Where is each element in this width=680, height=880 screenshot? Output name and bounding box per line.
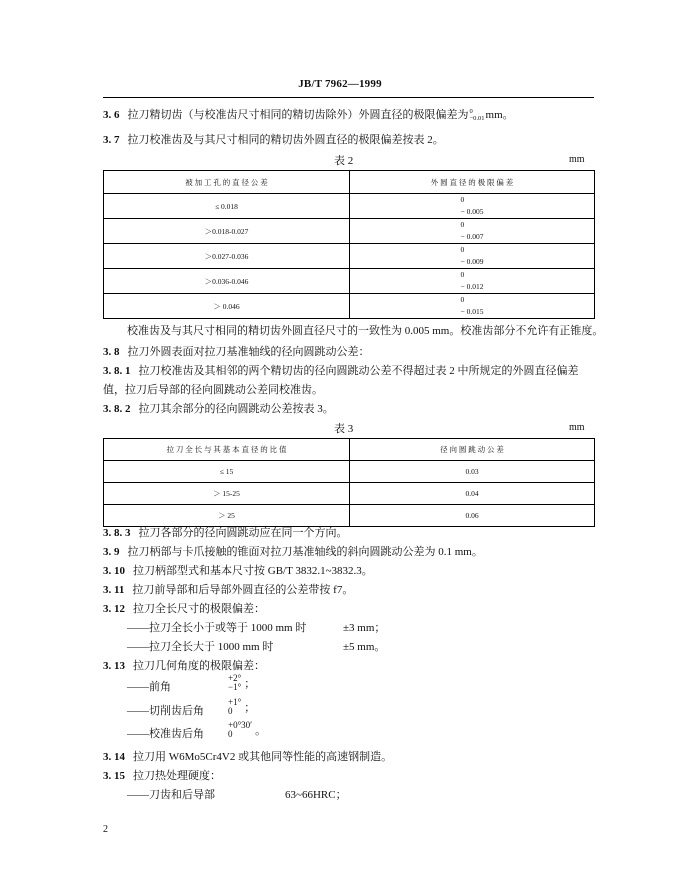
clause-number: 3. 7 xyxy=(103,134,120,146)
clause-number: 3. 8 xyxy=(103,346,120,358)
list-item: ——拉刀全长小于或等于 1000 mm 时 xyxy=(127,622,307,634)
upper-deviation: 0 xyxy=(460,220,465,229)
table-cell: ≤ 0.018 xyxy=(104,194,350,219)
clause-unit: mm。 xyxy=(485,109,514,121)
table2-unit: mm xyxy=(569,154,585,165)
upper-deviation: +1° xyxy=(228,697,242,708)
clause-3-8 xyxy=(103,345,370,359)
clause-3-11 xyxy=(103,583,353,597)
table-cell xyxy=(350,269,595,294)
lower-deviation: − 0.012 xyxy=(460,282,484,291)
clause-3-8-1-cont: 值，拉刀后导部的径向圆跳动公差同校准齿。 xyxy=(103,384,323,396)
clause-text: 拉刀几何角度的极限偏差： xyxy=(133,660,265,672)
table3-header-ratio: 拉 刀 全 长 与 其 基 本 直 径 的 比 值 xyxy=(104,439,350,461)
limit-deviation xyxy=(470,108,485,122)
lower-deviation: − 0.005 xyxy=(460,207,484,216)
clause-3-8-3 xyxy=(103,526,348,540)
table-row xyxy=(104,505,595,527)
clause-3-10 xyxy=(103,564,373,578)
table-cell: ＞0.018-0.027 xyxy=(104,219,350,244)
lower-deviation: −1° xyxy=(228,682,242,693)
lower-deviation: − 0.007 xyxy=(460,232,484,241)
table-row xyxy=(104,244,595,269)
table3-header-runout: 径 向 圆 跳 动 公 差 xyxy=(350,439,595,461)
list-item-value: ±3 mm； xyxy=(343,622,386,634)
tail-punct: ； xyxy=(244,702,256,714)
clause-3-9 xyxy=(103,545,483,559)
angle-tolerance xyxy=(228,674,255,692)
list-item-value: ±5 mm。 xyxy=(343,641,386,653)
list-item: ——切削齿后角 xyxy=(127,705,204,717)
list-item-value: 63~66HRC； xyxy=(285,789,347,801)
clause-number: 3. 8. 2 xyxy=(103,403,131,415)
lower-deviation: − 0.015 xyxy=(460,307,484,316)
table2-header-deviation: 外 圆 直 径 的 极 限 偏 差 xyxy=(350,171,595,194)
clause-number: 3. 9 xyxy=(103,546,120,558)
table-row xyxy=(104,483,595,505)
clause-3-12 xyxy=(103,602,265,616)
header-rule xyxy=(103,97,594,98)
clause-number: 3. 8. 3 xyxy=(103,527,131,539)
table-row xyxy=(104,294,595,319)
upper-deviation: 0 xyxy=(460,245,465,254)
table-row xyxy=(104,219,595,244)
clause-text: 拉刀外圆表面对拉刀基准轴线的径向圆跳动公差： xyxy=(127,346,370,358)
table-cell: ＞ 0.046 xyxy=(104,294,350,319)
table-cell: ≤ 15 xyxy=(104,461,350,483)
clause-3-7 xyxy=(103,133,444,147)
clause-3-8-2 xyxy=(103,402,334,416)
list-item: ——校准齿后角 xyxy=(127,728,204,740)
table-cell: ＞ 15-25 xyxy=(104,483,350,505)
upper-deviation: 0 xyxy=(460,295,465,304)
clause-3-6 xyxy=(103,108,514,122)
table-3 xyxy=(103,438,595,527)
clause-text: 拉刀前导部和后导部外圆直径的公差带按 f7。 xyxy=(132,584,354,596)
clause-text: 拉刀柄部型式和基本尺寸按 GB/T 3832.1~3832.3。 xyxy=(133,565,373,577)
clause-text: 拉刀校准齿及与其尺寸相同的精切齿外圆直径的极限偏差按表 2。 xyxy=(127,134,444,146)
clause-3-13 xyxy=(103,659,265,673)
table2-caption: 表 2 xyxy=(334,155,354,167)
clause-3-8-1 xyxy=(103,364,579,378)
upper-deviation: 0 xyxy=(469,108,473,116)
document-header: JB/T 7962—1999 xyxy=(298,78,382,90)
upper-deviation: +0°30′ xyxy=(228,720,253,731)
angle-tolerance xyxy=(228,698,255,716)
page-number: 2 xyxy=(103,824,108,835)
tail-punct: ； xyxy=(244,678,256,690)
table-cell xyxy=(350,244,595,269)
clause-number: 3. 6 xyxy=(103,109,120,121)
table-cell: ＞0.027-0.036 xyxy=(104,244,350,269)
lower-deviation: 0 xyxy=(228,706,233,717)
clause-text: 拉刀精切齿（与校准齿尺寸相同的精切齿除外）外圆直径的极限偏差为 xyxy=(127,109,469,121)
clause-number: 3. 13 xyxy=(103,660,125,672)
table-cell: ＞0.036-0.046 xyxy=(104,269,350,294)
clause-text: 拉刀热处理硬度： xyxy=(133,770,221,782)
lower-deviation: − 0.009 xyxy=(460,257,484,266)
clause-number: 3. 15 xyxy=(103,770,125,782)
clause-text: 拉刀柄部与卡爪接触的锥面对拉刀基准轴线的斜向圆跳动公差为 0.1 mm。 xyxy=(127,546,483,558)
table-cell: 0.06 xyxy=(350,505,595,527)
clause-3-15 xyxy=(103,769,221,783)
list-item: ——刀齿和后导部 xyxy=(127,789,215,801)
table-cell: ＞ 25 xyxy=(104,505,350,527)
table-row xyxy=(104,269,595,294)
clause-number: 3. 14 xyxy=(103,751,125,763)
clause-text: 拉刀用 W6Mo5Cr4V2 或其他同等性能的高速钢制造。 xyxy=(133,751,393,763)
table2-note: 校准齿及与其尺寸相同的精切齿外圆直径尺寸的一致性为 0.005 mm。校准齿部分不允许有正锥度。 xyxy=(127,325,604,337)
upper-deviation: +2° xyxy=(228,673,242,684)
table-cell: 0.04 xyxy=(350,483,595,505)
clause-number: 3. 12 xyxy=(103,603,125,615)
table-cell xyxy=(350,194,595,219)
table-row xyxy=(104,194,595,219)
table-2 xyxy=(103,170,595,319)
clause-text: 拉刀校准齿及其相邻的两个精切齿的径向圆跳动公差不得超过表 2 中所规定的外圆直径偏差 xyxy=(138,365,579,377)
table-cell: 0.03 xyxy=(350,461,595,483)
clause-number: 3. 11 xyxy=(103,584,125,596)
clause-text: 拉刀全长尺寸的极限偏差： xyxy=(133,603,265,615)
table3-unit: mm xyxy=(569,422,585,433)
table-row xyxy=(104,461,595,483)
table2-header-tolerance: 被 加 工 孔 的 直 径 公 差 xyxy=(104,171,350,194)
clause-number: 3. 10 xyxy=(103,565,125,577)
table-cell xyxy=(350,219,595,244)
table-cell xyxy=(350,294,595,319)
angle-tolerance xyxy=(228,721,266,739)
upper-deviation: 0 xyxy=(460,195,465,204)
list-item: ——拉刀全长大于 1000 mm 时 xyxy=(127,641,274,653)
list-item: ——前角 xyxy=(127,681,171,693)
tail-punct: 。 xyxy=(255,725,267,737)
lower-deviation: −0.01 xyxy=(469,115,485,123)
upper-deviation: 0 xyxy=(460,270,465,279)
clause-number: 3. 8. 1 xyxy=(103,365,131,377)
clause-text: 拉刀其余部分的径向圆跳动公差按表 3。 xyxy=(138,403,334,415)
clause-text: 拉刀各部分的径向圆跳动应在同一个方向。 xyxy=(138,527,348,539)
clause-3-14 xyxy=(103,750,392,764)
table3-caption: 表 3 xyxy=(334,423,354,435)
lower-deviation: 0 xyxy=(228,729,233,740)
